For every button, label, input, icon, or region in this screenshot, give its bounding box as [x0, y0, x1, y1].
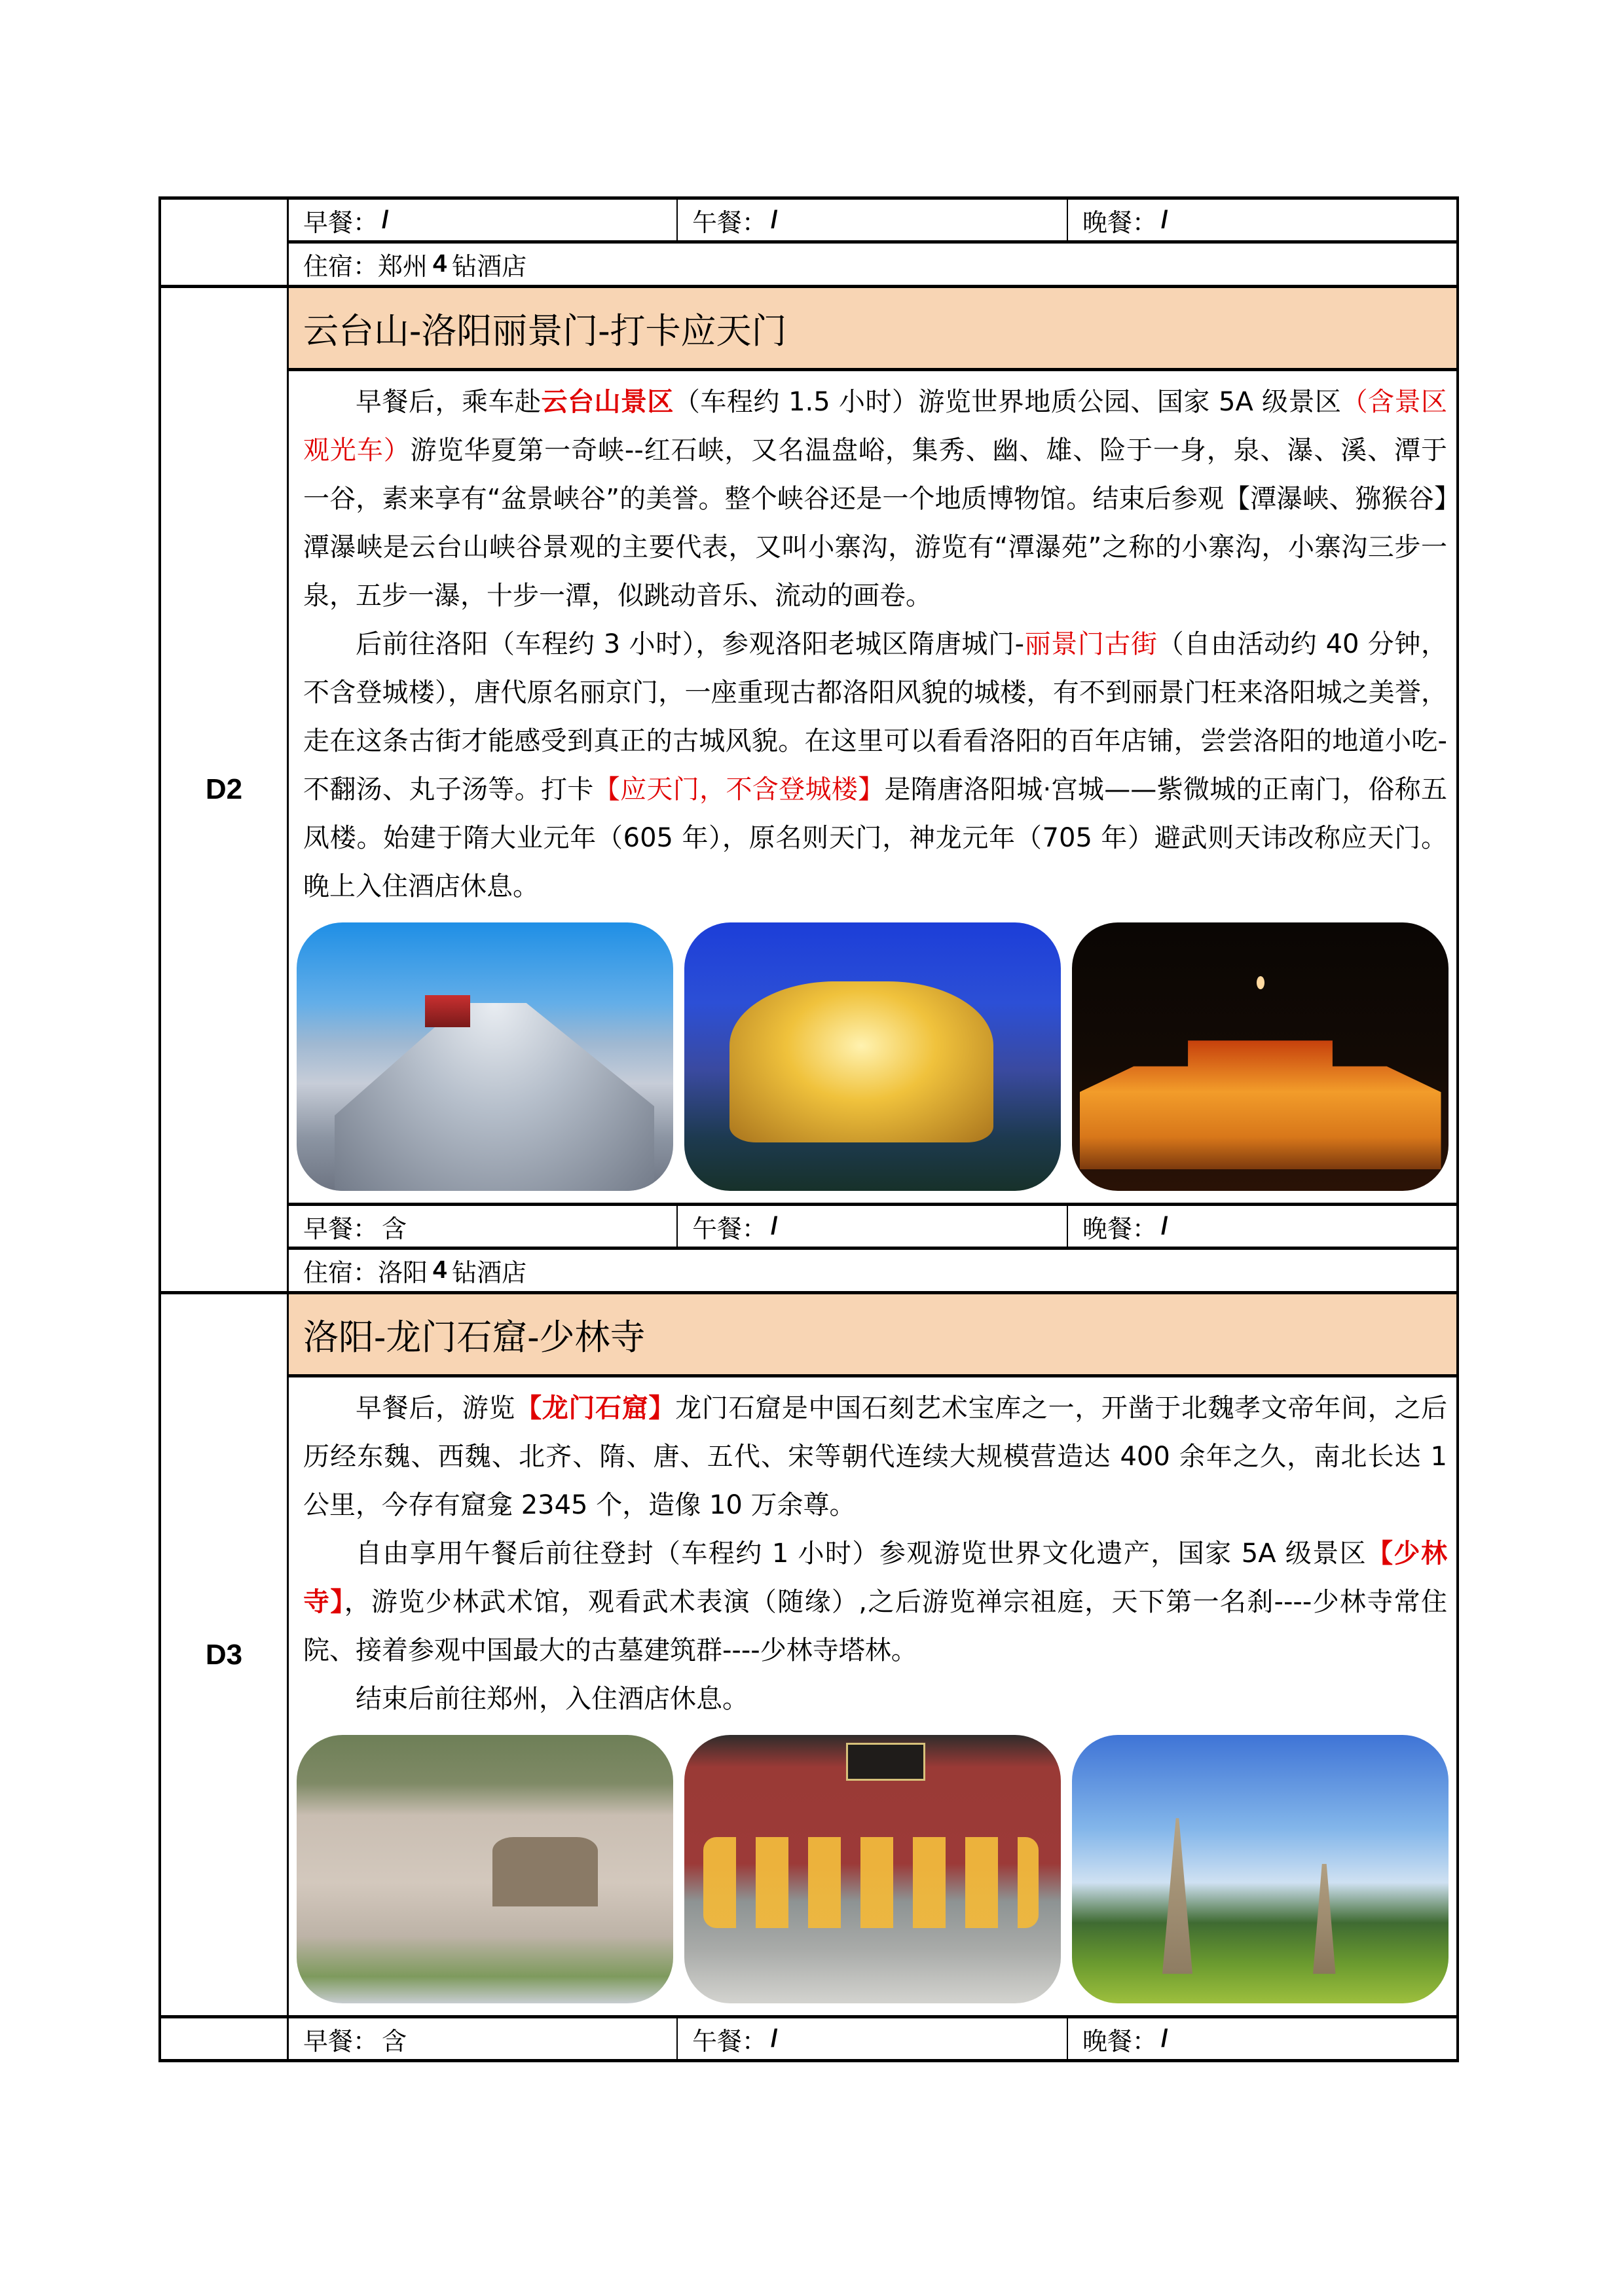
- yingtian-gate-photo: [1072, 922, 1449, 1191]
- dinner-value: /: [1161, 2024, 1168, 2052]
- shaolin-kungfu-photo: [684, 1735, 1061, 2003]
- dinner-value: /: [1161, 1212, 1168, 1240]
- dinner-cell: [1067, 200, 1456, 240]
- d3-meals: [289, 2018, 1456, 2059]
- lodging-cell: [289, 1250, 526, 1291]
- lunch-cell: [676, 1206, 1067, 1247]
- breakfast-cell: [289, 200, 676, 240]
- dinner-label: 晚餐：: [1082, 208, 1158, 237]
- day-label: D2: [161, 288, 289, 1291]
- yuntai-mountain-photo: [297, 922, 673, 1191]
- paragraph: 结束后前往郑州，入住酒店休息。: [356, 1684, 748, 1714]
- paragraph: 早餐后，乘车赴云台山景区（车程约 1.5 小时）游览世界地质公园、国家 5A 级景区（含景区观光车）游览华夏第一奇峡--红石峡，又名温盘峪，集秀、幽、雄、险于一身，泉、瀑、溪、潭于一谷，素来享有“盆景峡谷”的美誉。整个峡谷还是一个地质博物馆。结束后参观【潭瀑峡、猕猴谷】潭瀑峡是云台山峡谷景观的主要代表，又叫小寨沟，游览有“潭瀑苑”之称的小寨沟，小寨沟三步一泉，五步一瀑，十步一潭，似跳动音乐、流动的画卷。: [303, 387, 1448, 611]
- photo-strip: [289, 1723, 1456, 2015]
- paragraph: 后前往洛阳（车程约 3 小时），参观洛阳老城区隋唐城门-丽景门古街（自由活动约 40 分钟，不含登城楼），唐代原名丽京门，一座重现古都洛阳风貌的城楼，有不到丽景门枉来洛阳城之美誉，走在这条古街才能感受到真正的古城风貌。在这里可以看看洛阳的百年店铺，尝尝洛阳的地道小吃-不翻汤、丸子汤等。打卡【应天门，不含登城楼】是隋唐洛阳城·宫城——紫微城的正南门，俗称五凤楼。始建于隋大业元年（605 年），原名则天门，神龙元年（705 年）避武则天讳改称应天门。晚上入住酒店休息。: [303, 629, 1448, 902]
- lunch-cell: [676, 200, 1067, 240]
- longmen-grottoes-photo: [297, 1735, 673, 2003]
- highlight-sightseeing-bus: （含景区观光车）: [303, 387, 1448, 465]
- breakfast-value: 含: [382, 2026, 407, 2056]
- itinerary-table: [158, 196, 1459, 2062]
- day-cell-empty: [161, 2018, 289, 2059]
- highlight-shaolin: 【少林寺】: [303, 1539, 1448, 1617]
- lodging-city: 洛阳: [378, 1258, 428, 1287]
- day-title: 云台山-洛阳丽景门-打卡应天门: [289, 288, 1456, 371]
- photo-strip: [289, 911, 1456, 1203]
- lodging-label: 住宿：: [303, 1258, 378, 1287]
- day-title: 洛阳-龙门石窟-少林寺: [289, 1294, 1456, 1377]
- lodging-city: 郑州: [378, 252, 428, 281]
- lunch-label: 午餐：: [692, 1214, 767, 1243]
- lodging-suffix: 钻酒店: [452, 1258, 527, 1287]
- lodging-rating: 4: [433, 250, 447, 278]
- breakfast-label: 早餐：: [303, 2026, 378, 2056]
- breakfast-cell: [289, 2018, 676, 2059]
- d1-meal-row: [161, 196, 1456, 285]
- highlight-yuntai: 云台山景区: [541, 387, 674, 417]
- d3-meal-row: [161, 2015, 1456, 2062]
- highlight-lijing-street: 丽景门古街: [1024, 629, 1158, 659]
- day-description: [289, 371, 1456, 911]
- lodging-row: [289, 240, 1456, 285]
- day-content: [289, 1294, 1456, 2015]
- dinner-label: 晚餐：: [1082, 2026, 1158, 2056]
- dinner-label: 晚餐：: [1082, 1214, 1158, 1243]
- lunch-value: /: [771, 206, 778, 234]
- lijing-gate-photo: [684, 922, 1061, 1191]
- paragraph: 自由享用午餐后前往登封（车程约 1 小时）参观游览世界文化遗产，国家 5A 级景区【少林寺】，游览少林武术馆，观看武术表演（随缘）,之后游览禅宗祖庭，天下第一名刹----少林寺常住院、接着参观中国最大的古墓建筑群----少林寺塔林。: [303, 1539, 1448, 1666]
- d1-meal-lodging: [289, 200, 1456, 285]
- highlight-yingtian-gate: 【应天门，不含登城楼】: [593, 774, 885, 805]
- lunch-label: 午餐：: [692, 2026, 767, 2056]
- breakfast-label: 早餐：: [303, 208, 378, 237]
- pagoda-forest-photo: [1072, 1735, 1449, 2003]
- dinner-value: /: [1161, 206, 1168, 234]
- day-content: [289, 288, 1456, 1291]
- lunch-value: /: [771, 2024, 778, 2052]
- lodging-label: 住宿：: [303, 252, 378, 281]
- paragraph: 早餐后，游览【龙门石窟】龙门石窟是中国石刻艺术宝库之一，开凿于北魏孝文帝年间，之后历经东魏、西魏、北齐、隋、唐、五代、宋等朝代连续大规模营造达 400 余年之久，南北长达 1 公里，今存有窟龛 2345 个，造像 10 万余尊。: [303, 1393, 1448, 1520]
- lodging-row: [289, 1247, 1456, 1291]
- lunch-value: /: [771, 1212, 778, 1240]
- lodging-suffix: 钻酒店: [452, 252, 527, 281]
- lunch-cell: [676, 2018, 1067, 2059]
- day-row-d3: [161, 1291, 1456, 2015]
- lodging-cell: [289, 244, 526, 285]
- dinner-cell: [1067, 1206, 1456, 1247]
- lunch-label: 午餐：: [692, 208, 767, 237]
- highlight-longmen: 【龙门石窟】: [515, 1393, 676, 1423]
- day-label: D3: [161, 1294, 289, 2015]
- breakfast-value: 含: [382, 1214, 407, 1243]
- breakfast-label: 早餐：: [303, 1214, 378, 1243]
- meals-row: [289, 1203, 1456, 1247]
- day-row-d2: [161, 285, 1456, 1291]
- dinner-cell: [1067, 2018, 1456, 2059]
- day-description: [289, 1377, 1456, 1723]
- meals-row: [289, 200, 1456, 240]
- breakfast-cell: [289, 1206, 676, 1247]
- meals-row: [289, 2018, 1456, 2059]
- day-cell-empty: [161, 200, 289, 285]
- lodging-rating: 4: [433, 1256, 447, 1284]
- breakfast-value: /: [382, 206, 389, 234]
